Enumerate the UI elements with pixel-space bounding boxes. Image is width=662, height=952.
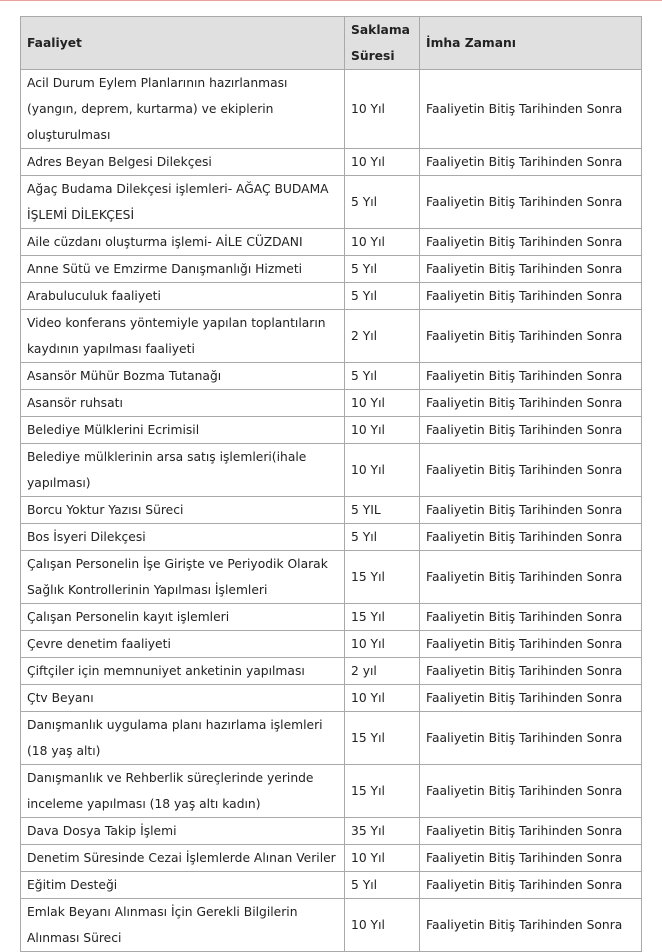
activity-cell: Denetim Süresinde Cezai İşlemlerde Alınan Veriler (21, 845, 345, 872)
disposal-time-cell: Faaliyetin Bitiş Tarihinden Sonra (420, 444, 642, 497)
retention-period-cell: 5 Yıl (345, 256, 420, 283)
table-row (21, 765, 642, 818)
retention-period-cell: 35 Yıl (345, 818, 420, 845)
disposal-time-cell: Faaliyetin Bitiş Tarihinden Sonra (420, 229, 642, 256)
disposal-time-cell: Faaliyetin Bitiş Tarihinden Sonra (420, 524, 642, 551)
retention-period-cell: 2 Yıl (345, 310, 420, 363)
disposal-time-cell: Faaliyetin Bitiş Tarihinden Sonra (420, 176, 642, 229)
disposal-time-cell: Faaliyetin Bitiş Tarihinden Sonra (420, 765, 642, 818)
header-disposal-time: İmha Zamanı (420, 17, 642, 70)
table-row (21, 310, 642, 363)
retention-period-cell: 10 Yıl (345, 631, 420, 658)
activity-cell: Asansör ruhsatı (21, 390, 345, 417)
retention-period-cell: 10 Yıl (345, 149, 420, 176)
activity-cell: Belediye mülklerinin arsa satış işlemleri(ihale yapılması) (21, 444, 345, 497)
activity-cell: Ağaç Budama Dilekçesi işlemleri- AĞAÇ BUDAMA İŞLEMİ DİLEKÇESİ (21, 176, 345, 229)
disposal-time-cell: Faaliyetin Bitiş Tarihinden Sonra (420, 149, 642, 176)
table-row (21, 149, 642, 176)
activity-cell: Aile cüzdanı oluşturma işlemi- AİLE CÜZDANI (21, 229, 345, 256)
disposal-time-cell: Faaliyetin Bitiş Tarihinden Sonra (420, 497, 642, 524)
activity-cell: Eğitim Desteği (21, 872, 345, 899)
retention-period-cell: 10 Yıl (345, 70, 420, 149)
retention-period-cell: 5 Yıl (345, 872, 420, 899)
disposal-time-cell: Faaliyetin Bitiş Tarihinden Sonra (420, 818, 642, 845)
table-row (21, 551, 642, 604)
table-row (21, 712, 642, 765)
table-row (21, 176, 642, 229)
retention-period-cell: 5 YIL (345, 497, 420, 524)
activity-cell: Dava Dosya Takip İşlemi (21, 818, 345, 845)
retention-period-cell: 2 yıl (345, 658, 420, 685)
header-activity: Faaliyet (21, 17, 345, 70)
table-row (21, 685, 642, 712)
activity-cell: Arabuluculuk faaliyeti (21, 283, 345, 310)
activity-cell: Çevre denetim faaliyeti (21, 631, 345, 658)
retention-period-cell: 15 Yıl (345, 765, 420, 818)
disposal-time-cell: Faaliyetin Bitiş Tarihinden Sonra (420, 283, 642, 310)
retention-period-cell: 5 Yıl (345, 176, 420, 229)
disposal-time-cell: Faaliyetin Bitiş Tarihinden Sonra (420, 551, 642, 604)
header-row (21, 17, 642, 70)
disposal-time-cell: Faaliyetin Bitiş Tarihinden Sonra (420, 899, 642, 952)
disposal-time-cell: Faaliyetin Bitiş Tarihinden Sonra (420, 872, 642, 899)
activity-cell: Adres Beyan Belgesi Dilekçesi (21, 149, 345, 176)
disposal-time-cell: Faaliyetin Bitiş Tarihinden Sonra (420, 604, 642, 631)
disposal-time-cell: Faaliyetin Bitiş Tarihinden Sonra (420, 658, 642, 685)
table-row (21, 256, 642, 283)
activity-cell: Anne Sütü ve Emzirme Danışmanlığı Hizmeti (21, 256, 345, 283)
table-row (21, 524, 642, 551)
table-row (21, 631, 642, 658)
retention-period-cell: 5 Yıl (345, 524, 420, 551)
table-row (21, 872, 642, 899)
table-row (21, 604, 642, 631)
table-row (21, 70, 642, 149)
table-body (21, 70, 642, 952)
activity-cell: Çalışan Personelin kayıt işlemleri (21, 604, 345, 631)
retention-period-cell: 10 Yıl (345, 390, 420, 417)
retention-period-cell: 10 Yıl (345, 685, 420, 712)
header-retention-period: Saklama Süresi (345, 17, 420, 70)
table-row (21, 417, 642, 444)
activity-cell: Asansör Mühür Bozma Tutanağı (21, 363, 345, 390)
retention-period-cell: 15 Yıl (345, 712, 420, 765)
table-row (21, 497, 642, 524)
retention-period-cell: 10 Yıl (345, 899, 420, 952)
table-row (21, 658, 642, 685)
table-header (21, 17, 642, 70)
activity-cell: Çiftçiler için memnuniyet anketinin yapılması (21, 658, 345, 685)
disposal-time-cell: Faaliyetin Bitiş Tarihinden Sonra (420, 390, 642, 417)
activity-cell: Çtv Beyanı (21, 685, 345, 712)
activity-cell: Danışmanlık ve Rehberlik süreçlerinde yerinde inceleme yapılması (18 yaş altı kadın) (21, 765, 345, 818)
disposal-time-cell: Faaliyetin Bitiş Tarihinden Sonra (420, 631, 642, 658)
disposal-time-cell: Faaliyetin Bitiş Tarihinden Sonra (420, 256, 642, 283)
table-row (21, 444, 642, 497)
retention-period-cell: 5 Yıl (345, 283, 420, 310)
retention-period-cell: 10 Yıl (345, 845, 420, 872)
retention-period-cell: 15 Yıl (345, 604, 420, 631)
disposal-time-cell: Faaliyetin Bitiş Tarihinden Sonra (420, 685, 642, 712)
table-row (21, 390, 642, 417)
table-row (21, 229, 642, 256)
disposal-time-cell: Faaliyetin Bitiş Tarihinden Sonra (420, 310, 642, 363)
table-row (21, 818, 642, 845)
activity-cell: Emlak Beyanı Alınması İçin Gerekli Bilgilerin Alınması Süreci (21, 899, 345, 952)
activity-cell: Borcu Yoktur Yazısı Süreci (21, 497, 345, 524)
top-divider (0, 0, 662, 1)
activity-cell: Çalışan Personelin İşe Girişte ve Periyodik Olarak Sağlık Kontrollerinin Yapılması İşlemleri (21, 551, 345, 604)
activity-cell: Danışmanlık uygulama planı hazırlama işlemleri (18 yaş altı) (21, 712, 345, 765)
retention-period-cell: 10 Yıl (345, 229, 420, 256)
table-row (21, 845, 642, 872)
retention-period-cell: 10 Yıl (345, 444, 420, 497)
retention-period-cell: 15 Yıl (345, 551, 420, 604)
table-row (21, 283, 642, 310)
retention-period-cell: 10 Yıl (345, 417, 420, 444)
table-row (21, 363, 642, 390)
activity-cell: Video konferans yöntemiyle yapılan toplantıların kaydının yapılması faaliyeti (21, 310, 345, 363)
disposal-time-cell: Faaliyetin Bitiş Tarihinden Sonra (420, 417, 642, 444)
activity-cell: Belediye Mülklerini Ecrimisil (21, 417, 345, 444)
retention-period-cell: 5 Yıl (345, 363, 420, 390)
disposal-time-cell: Faaliyetin Bitiş Tarihinden Sonra (420, 845, 642, 872)
disposal-time-cell: Faaliyetin Bitiş Tarihinden Sonra (420, 70, 642, 149)
disposal-time-cell: Faaliyetin Bitiş Tarihinden Sonra (420, 363, 642, 390)
disposal-time-cell: Faaliyetin Bitiş Tarihinden Sonra (420, 712, 642, 765)
table-row (21, 899, 642, 952)
retention-table (20, 16, 642, 952)
activity-cell: Acil Durum Eylem Planlarının hazırlanması (yangın, deprem, kurtarma) ve ekiplerin oluşturulması (21, 70, 345, 149)
activity-cell: Bos İsyeri Dilekçesi (21, 524, 345, 551)
